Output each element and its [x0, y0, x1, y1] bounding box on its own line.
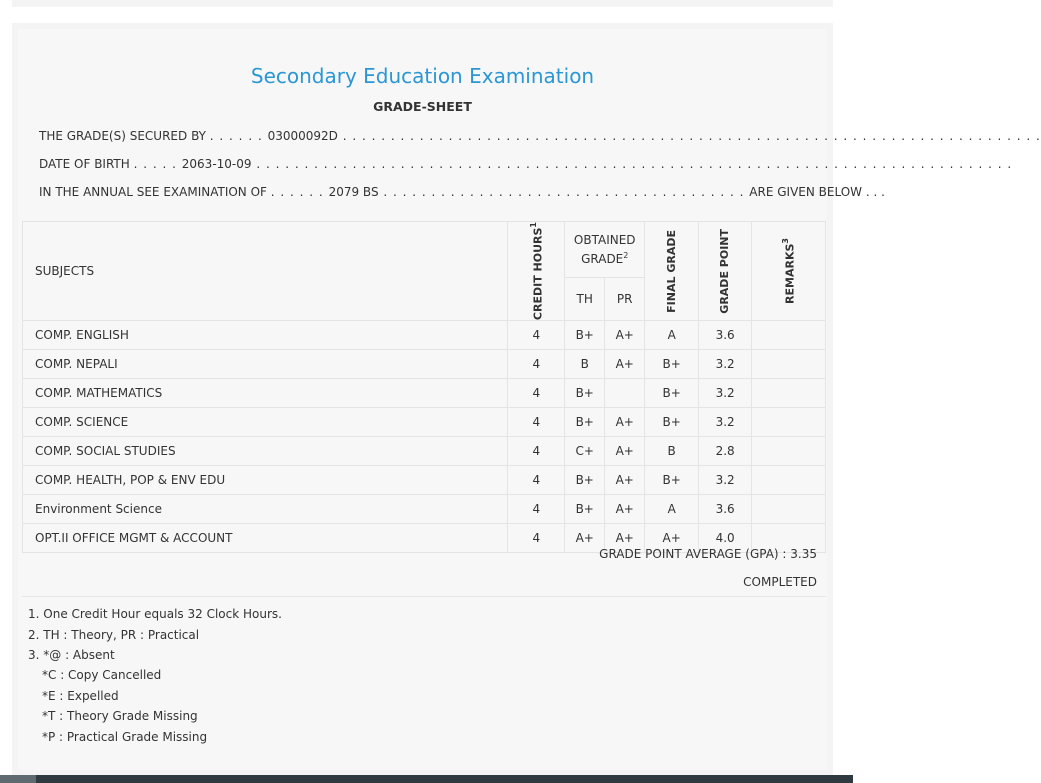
exam-suffix: ARE GIVEN BELOW . . . [749, 185, 885, 199]
subject-cell: COMP. MATHEMATICS [23, 379, 508, 408]
remarks-cell [752, 350, 826, 379]
th-grade-cell: C+ [565, 437, 605, 466]
credit-hours-cell: 4 [508, 495, 565, 524]
th-grade-cell: A+ [565, 524, 605, 553]
remarks-cell [752, 379, 826, 408]
grade-point-cell: 3.2 [699, 379, 752, 408]
th-grade-cell: B+ [565, 495, 605, 524]
gpa-value: 3.35 [790, 547, 817, 561]
table-header-row [23, 222, 826, 278]
dob-line: DATE OF BIRTH . . . . . 2063-10-09 . . . . . . . . . . . . . . . . . . . . . . . . . . . . . . . . . . . . . . . . . . . . . . . . . . . . . . . . . . . . . . . . . . . . . . . . . . . . . . . [39, 157, 1013, 171]
th-grade-cell: B+ [565, 466, 605, 495]
pr-grade-cell: A+ [605, 437, 645, 466]
remarks-header: REMARKS$^3$ [752, 222, 826, 321]
final-grade-cell: B+ [645, 408, 699, 437]
note-expelled: *E : Expelled [42, 689, 119, 703]
exam-line: IN THE ANNUAL SEE EXAMINATION OF . . . . . . 2079 BS . . . . . . . . . . . . . . . . . . . . . . . . . . . . . . . . . . . . . . ARE GIVEN BELOW . . . [39, 185, 885, 199]
note-practical-missing: *P : Practical Grade Missing [42, 730, 208, 744]
grade-point-cell: 3.2 [699, 408, 752, 437]
divider [22, 596, 826, 597]
credit-hours-cell: 4 [508, 321, 565, 350]
table-row [23, 466, 826, 495]
credit-hours-cell: 4 [508, 466, 565, 495]
status-text: COMPLETED [743, 575, 817, 589]
credit-hours-header: CREDIT HOURS$^1$ [508, 222, 565, 321]
secured-by-line: THE GRADE(S) SECURED BY . . . . . . 03000092D . . . . . . . . . . . . . . . . . . . . . . . . . . . . . . . . . . . . . . . . . . . . . . . . . . . . . . . . . . . . . . . . . . . . . . . . . [39, 129, 1041, 143]
final-grade-cell: B+ [645, 466, 699, 495]
subject-cell: COMP. SCIENCE [23, 408, 508, 437]
remarks-cell [752, 321, 826, 350]
gpa-line [599, 547, 817, 561]
table-row [23, 321, 826, 350]
th-grade-cell: B [565, 350, 605, 379]
grade-point-header: GRADE POINT [699, 222, 752, 321]
exam-title: Secondary Education Examination [250, 64, 595, 88]
note-absent: 3. *@ : Absent [28, 648, 115, 662]
credit-hours-cell: 4 [508, 524, 565, 553]
table-row [23, 350, 826, 379]
th-header: TH [565, 278, 605, 321]
grade-point-cell: 2.8 [699, 437, 752, 466]
pr-grade-cell: A+ [605, 495, 645, 524]
grade-table [22, 221, 826, 553]
table-row [23, 408, 826, 437]
note-theory-missing: *T : Theory Grade Missing [42, 709, 198, 723]
top-strip [12, 0, 833, 7]
subject-cell: COMP. HEALTH, POP & ENV EDU [23, 466, 508, 495]
dob-value: 2063-10-09 [181, 157, 252, 171]
remarks-cell [752, 466, 826, 495]
table-row [23, 495, 826, 524]
dob-label: DATE OF BIRTH [39, 157, 130, 171]
pr-grade-cell: A+ [605, 321, 645, 350]
credit-hours-cell: 4 [508, 437, 565, 466]
subjects-header: SUBJECTS [23, 222, 508, 321]
th-grade-cell: B+ [565, 379, 605, 408]
credit-hours-cell: 4 [508, 379, 565, 408]
table-row [23, 379, 826, 408]
exam-label: IN THE ANNUAL SEE EXAMINATION OF [39, 185, 267, 199]
note-credit-hour: 1. One Credit Hour equals 32 Clock Hours. [28, 607, 282, 621]
pr-grade-cell [605, 379, 645, 408]
credit-hours-cell: 4 [508, 350, 565, 379]
subject-cell: COMP. SOCIAL STUDIES [23, 437, 508, 466]
exam-year: 2079 BS [328, 185, 379, 199]
obtained-grade-header: OBTAINED GRADE$^2$ [565, 222, 645, 278]
th-grade-cell: B+ [565, 408, 605, 437]
final-grade-cell: A+ [645, 524, 699, 553]
gpa-label: GRADE POINT AVERAGE (GPA) : [599, 547, 787, 561]
pr-grade-cell: A+ [605, 408, 645, 437]
final-grade-cell: B+ [645, 379, 699, 408]
bottom-bar [0, 775, 853, 783]
final-grade-cell: B+ [645, 350, 699, 379]
th-grade-cell: B+ [565, 321, 605, 350]
subject-cell: COMP. ENGLISH [23, 321, 508, 350]
symbol-number: 03000092D [267, 129, 338, 143]
pr-grade-cell: A+ [605, 524, 645, 553]
grade-point-cell: 3.2 [699, 466, 752, 495]
table-row [23, 437, 826, 466]
final-grade-cell: A [645, 495, 699, 524]
subject-cell: Environment Science [23, 495, 508, 524]
remarks-cell [752, 437, 826, 466]
pr-grade-cell: A+ [605, 350, 645, 379]
subject-cell: COMP. NEPALI [23, 350, 508, 379]
grade-sheet-heading: GRADE-SHEET [373, 99, 472, 114]
final-grade-cell: B [645, 437, 699, 466]
remarks-cell [752, 495, 826, 524]
grade-point-cell: 3.6 [699, 321, 752, 350]
remarks-cell [752, 408, 826, 437]
note-copy-cancelled: *C : Copy Cancelled [42, 668, 162, 682]
subject-cell: OPT.II OFFICE MGMT & ACCOUNT [23, 524, 508, 553]
note-th-pr: 2. TH : Theory, PR : Practical [28, 628, 200, 642]
grade-point-cell: 4.0 [699, 524, 752, 553]
grade-point-cell: 3.2 [699, 350, 752, 379]
final-grade-cell: A [645, 321, 699, 350]
pr-header: PR [605, 278, 645, 321]
pr-grade-cell: A+ [605, 466, 645, 495]
credit-hours-cell: 4 [508, 408, 565, 437]
secured-by-label: THE GRADE(S) SECURED BY [39, 129, 206, 143]
grade-point-cell: 3.6 [699, 495, 752, 524]
final-grade-header: FINAL GRADE [645, 222, 699, 321]
